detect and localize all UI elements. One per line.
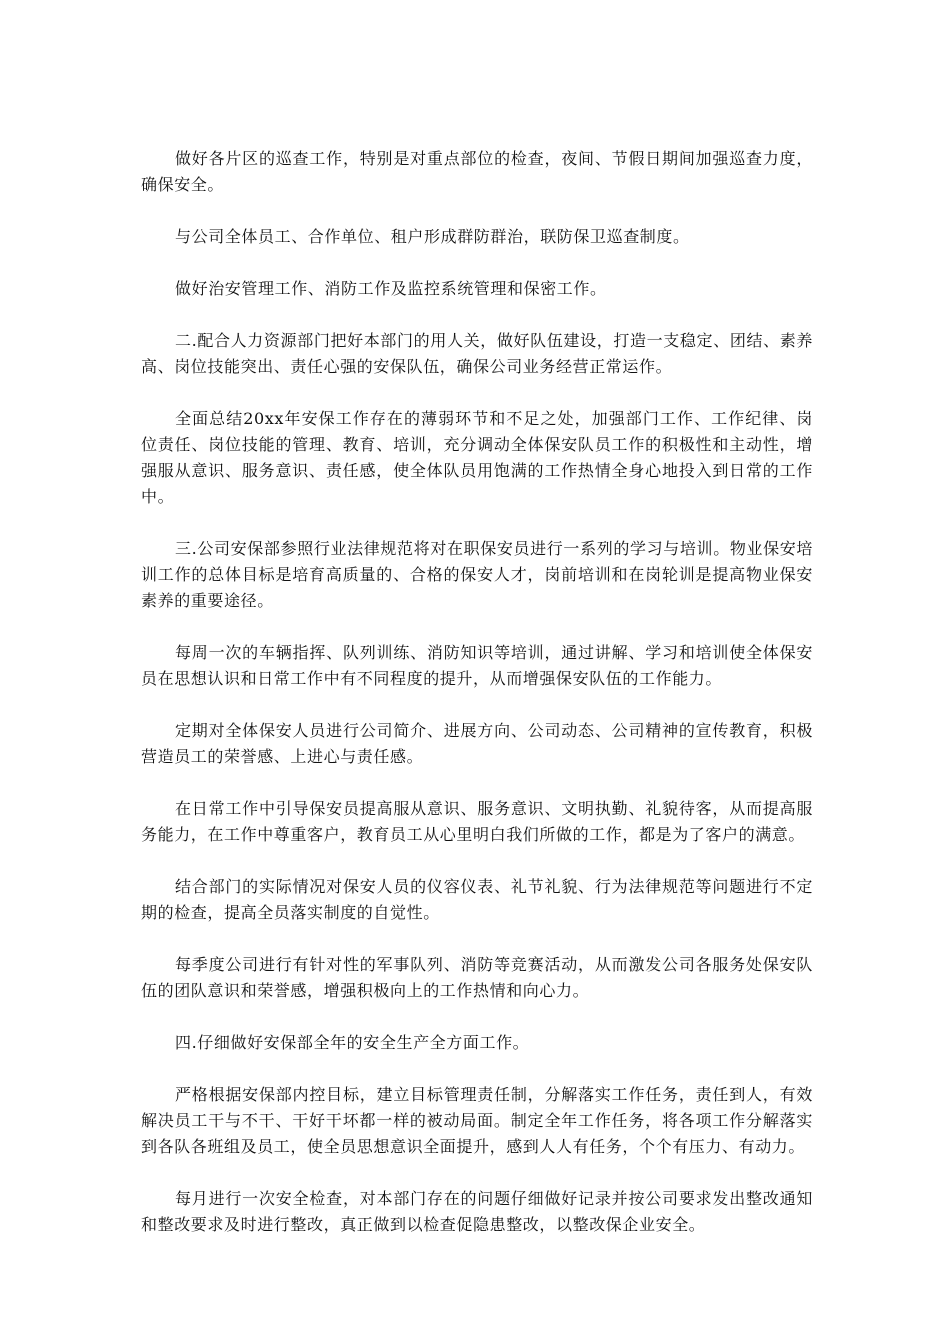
document-body [141, 146, 813, 1264]
paragraph-12: 四.仔细做好安保部全年的安全生产全方面工作。 [175, 1033, 530, 1052]
paragraph-1: 做好各片区的巡查工作，特别是对重点部位的检查，夜间、节假日期间加强巡查力度，确保安全。 [141, 149, 813, 194]
paragraph-3: 做好治安管理工作、消防工作及监控系统管理和保密工作。 [175, 279, 607, 298]
paragraph-9: 在日常工作中引导保安员提高服从意识、服务意识、文明执勤、礼貌待客，从而提高服务能力，在工作中尊重客户，教育员工从心里明白我们所做的工作，都是为了客户的满意。 [141, 799, 813, 844]
paragraph-6: 三.公司安保部参照行业法律规范将对在职保安员进行一系列的学习与培训。物业保安培训工作的总体目标是培育高质量的、合格的保安人才，岗前培训和在岗轮训是提高物业保安素养的重要途径。 [141, 539, 813, 610]
paragraph-11: 每季度公司进行有针对性的军事队列、消防等竞赛活动，从而激发公司各服务处保安队伍的团队意识和荣誉感，增强积极向上的工作热情和向心力。 [141, 955, 813, 1000]
paragraph-8: 定期对全体保安人员进行公司简介、进展方向、公司动态、公司精神的宣传教育，积极营造员工的荣誉感、上进心与责任感。 [141, 721, 813, 766]
paragraph-4: 二.配合人力资源部门把好本部门的用人关，做好队伍建设，打造一支稳定、团结、素养高、岗位技能突出、责任心强的安保队伍，确保公司业务经营正常运作。 [141, 331, 813, 376]
paragraph-5: 全面总结20xx年安保工作存在的薄弱环节和不足之处，加强部门工作、工作纪律、岗位责任、岗位技能的管理、教育、培训，充分调动全体保安队员工作的积极性和主动性，增强服从意识、服务意识、责任感，使全体队员用饱满的工作热情全身心地投入到日常的工作中。 [141, 409, 813, 506]
paragraph-2: 与公司全体员工、合作单位、租户形成群防群治，联防保卫巡查制度。 [175, 227, 690, 246]
paragraph-13: 严格根据安保部内控目标，建立目标管理责任制，分解落实工作任务，责任到人，有效解决员工干与不干、干好干坏都一样的被动局面。制定全年工作任务，将各项工作分解落实到各队各班组及员工，使全员思想意识全面提升，感到人人有任务，个个有压力、有动力。 [141, 1085, 813, 1156]
paragraph-10: 结合部门的实际情况对保安人员的仪容仪表、礼节礼貌、行为法律规范等问题进行不定期的检查，提高全员落实制度的自觉性。 [141, 877, 813, 922]
paragraph-7: 每周一次的车辆指挥、队列训练、消防知识等培训，通过讲解、学习和培训使全体保安员在思想认识和日常工作中有不同程度的提升，从而增强保安队伍的工作能力。 [141, 643, 813, 688]
paragraph-14: 每月进行一次安全检查，对本部门存在的问题仔细做好记录并按公司要求发出整改通知和整改要求及时进行整改，真正做到以检查促隐患整改，以整改保企业安全。 [141, 1189, 813, 1234]
